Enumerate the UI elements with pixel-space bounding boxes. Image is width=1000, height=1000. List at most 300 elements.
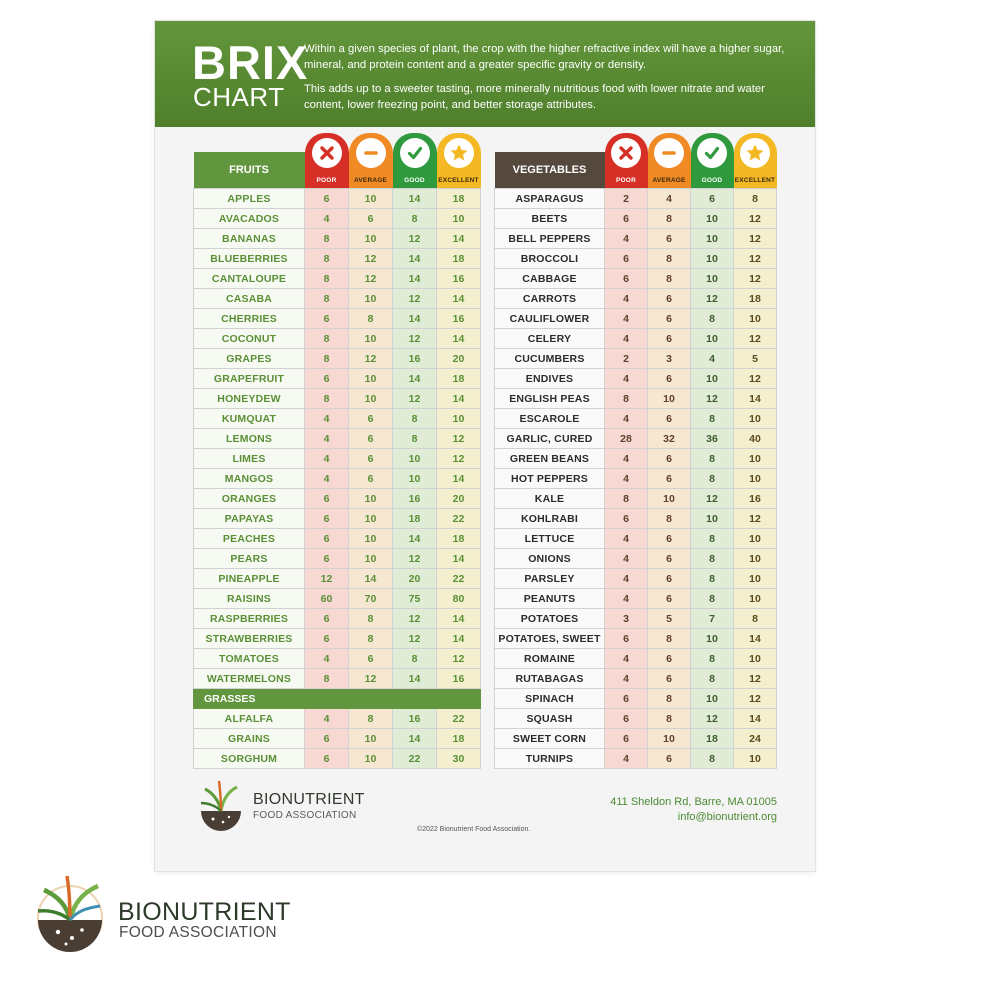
table-row (495, 189, 777, 209)
brix-value-poor: 8 (305, 329, 349, 349)
brix-value-good: 14 (393, 529, 437, 549)
brix-value-poor: 6 (605, 269, 648, 289)
check-icon (697, 138, 727, 168)
table-row (194, 229, 481, 249)
brix-value-poor: 6 (605, 629, 648, 649)
table-row (194, 749, 481, 769)
crop-name: AVACADOS (194, 209, 305, 229)
brix-value-average: 10 (349, 289, 393, 309)
brix-value-excellent: 12 (734, 269, 777, 289)
brix-value-excellent: 80 (437, 589, 481, 609)
brix-value-average: 14 (349, 569, 393, 589)
brix-value-average: 8 (648, 249, 691, 269)
brix-value-average: 6 (349, 209, 393, 229)
table-row (194, 369, 481, 389)
brix-value-average: 10 (349, 229, 393, 249)
brix-value-poor: 4 (605, 329, 648, 349)
table-row (495, 709, 777, 729)
brix-value-poor: 4 (605, 749, 648, 769)
brix-value-poor: 4 (305, 429, 349, 449)
level-badge-average (648, 133, 691, 188)
crop-name: ORANGES (194, 489, 305, 509)
brix-value-poor: 6 (305, 509, 349, 529)
grasses-heading: GRASSES (194, 689, 481, 709)
x-icon (611, 138, 641, 168)
table-row (495, 289, 777, 309)
crop-name: ALFALFA (194, 709, 305, 729)
brix-value-average: 6 (648, 289, 691, 309)
brix-value-good: 14 (393, 309, 437, 329)
brix-value-good: 12 (393, 289, 437, 309)
brix-value-poor: 8 (305, 289, 349, 309)
brix-value-good: 10 (691, 269, 734, 289)
brix-value-excellent: 12 (734, 509, 777, 529)
brix-value-average: 6 (648, 529, 691, 549)
brix-value-excellent: 12 (734, 669, 777, 689)
crop-name: POTATOES (495, 609, 605, 629)
table-row (495, 269, 777, 289)
brix-value-poor: 8 (305, 249, 349, 269)
brix-value-good: 14 (393, 669, 437, 689)
table-row (495, 689, 777, 709)
brix-value-average: 8 (349, 609, 393, 629)
brix-value-excellent: 10 (734, 469, 777, 489)
brix-value-average: 6 (648, 469, 691, 489)
table-row (495, 589, 777, 609)
crop-name: RASPBERRIES (194, 609, 305, 629)
brix-value-excellent: 10 (734, 569, 777, 589)
brix-value-poor: 6 (305, 729, 349, 749)
brix-value-average: 12 (349, 269, 393, 289)
brix-value-excellent: 10 (734, 549, 777, 569)
brix-value-average: 10 (349, 749, 393, 769)
brix-value-average: 6 (349, 429, 393, 449)
brix-value-average: 6 (648, 369, 691, 389)
brix-value-poor: 6 (305, 629, 349, 649)
brix-value-poor: 4 (305, 449, 349, 469)
brix-value-good: 16 (393, 489, 437, 509)
brix-value-average: 8 (349, 309, 393, 329)
table-row (194, 449, 481, 469)
brix-value-good: 8 (393, 649, 437, 669)
brix-value-good: 22 (393, 749, 437, 769)
table-row (495, 229, 777, 249)
brand-sub: FOOD ASSOCIATION (119, 924, 277, 941)
brix-value-good: 12 (393, 609, 437, 629)
brix-value-good: 10 (691, 229, 734, 249)
brix-value-excellent: 22 (437, 509, 481, 529)
brix-value-excellent: 10 (437, 209, 481, 229)
table-row (194, 649, 481, 669)
crop-name: ROMAINE (495, 649, 605, 669)
brix-value-poor: 4 (605, 309, 648, 329)
table-row (194, 709, 481, 729)
brix-value-excellent: 14 (437, 549, 481, 569)
brix-value-poor: 6 (605, 249, 648, 269)
brix-value-average: 12 (349, 349, 393, 369)
fruits-rows (194, 189, 481, 769)
table-row (194, 429, 481, 449)
brix-value-average: 8 (648, 629, 691, 649)
level-label: POOR (616, 177, 636, 184)
brix-value-good: 8 (393, 429, 437, 449)
brix-value-good: 14 (393, 249, 437, 269)
brix-value-excellent: 12 (437, 449, 481, 469)
brix-value-excellent: 18 (437, 729, 481, 749)
brix-value-good: 10 (691, 509, 734, 529)
crop-name: PEACHES (194, 529, 305, 549)
crop-name: SPINACH (495, 689, 605, 709)
brix-value-good: 14 (393, 189, 437, 209)
brix-value-average: 10 (349, 369, 393, 389)
table-row (194, 509, 481, 529)
crop-name: ONIONS (495, 549, 605, 569)
brix-value-excellent: 20 (437, 489, 481, 509)
footer-logo-sub: FOOD ASSOCIATION (253, 810, 357, 821)
crop-name: BLUEBERRIES (194, 249, 305, 269)
table-row (194, 529, 481, 549)
brix-value-excellent: 12 (734, 229, 777, 249)
brix-value-good: 8 (691, 589, 734, 609)
brix-value-poor: 8 (605, 489, 648, 509)
crop-name: ASPARAGUS (495, 189, 605, 209)
level-header-average (349, 133, 393, 189)
vegetables-table (494, 133, 777, 769)
brix-value-excellent: 30 (437, 749, 481, 769)
brix-value-excellent: 5 (734, 349, 777, 369)
star-icon (740, 138, 770, 168)
crop-name: CANTALOUPE (194, 269, 305, 289)
table-row (495, 369, 777, 389)
brix-value-excellent: 12 (734, 329, 777, 349)
address-text: 411 Sheldon Rd, Barre, MA 01005 (610, 796, 777, 808)
table-row (194, 249, 481, 269)
brix-value-excellent: 22 (437, 709, 481, 729)
level-header-good (393, 133, 437, 189)
brix-value-excellent: 10 (734, 449, 777, 469)
brix-value-good: 12 (393, 549, 437, 569)
crop-name: BEETS (495, 209, 605, 229)
brix-value-good: 12 (393, 629, 437, 649)
crop-name: HONEYDEW (194, 389, 305, 409)
brix-value-poor: 6 (305, 749, 349, 769)
brix-value-average: 8 (648, 209, 691, 229)
intro-paragraph-2: This adds up to a sweeter tasting, more minerally nutritious food with lower nitrate and water content, lower freezing point, and better storage attributes. (304, 83, 765, 111)
table-row (495, 609, 777, 629)
crop-name: GARLIC, CURED (495, 429, 605, 449)
crop-name: COCONUT (194, 329, 305, 349)
crop-name: APPLES (194, 189, 305, 209)
brix-value-poor: 4 (305, 409, 349, 429)
brix-value-average: 6 (648, 669, 691, 689)
brix-value-good: 8 (691, 309, 734, 329)
brix-value-average: 12 (349, 669, 393, 689)
table-row (194, 349, 481, 369)
brix-value-poor: 8 (305, 389, 349, 409)
copyright-text: ©2022 Bionutrient Food Association. (417, 826, 531, 833)
sprout-brand-icon (30, 870, 110, 960)
brix-value-excellent: 24 (734, 729, 777, 749)
crop-name: POTATOES, SWEET (495, 629, 605, 649)
brix-value-poor: 6 (305, 489, 349, 509)
table-row (495, 429, 777, 449)
brix-value-poor: 4 (305, 209, 349, 229)
brix-value-good: 8 (691, 549, 734, 569)
table-row (194, 189, 481, 209)
brix-value-average: 6 (648, 309, 691, 329)
brix-value-good: 8 (691, 749, 734, 769)
brix-value-average: 4 (648, 189, 691, 209)
table-row (194, 569, 481, 589)
brix-value-good: 12 (691, 289, 734, 309)
brix-value-excellent: 14 (734, 629, 777, 649)
brix-value-good: 8 (691, 569, 734, 589)
table-row (495, 729, 777, 749)
crop-name: CUCUMBERS (495, 349, 605, 369)
brix-value-average: 6 (349, 409, 393, 429)
minus-icon (654, 138, 684, 168)
table-row (495, 249, 777, 269)
check-icon (400, 138, 430, 168)
title-brix: BRIX (192, 36, 309, 89)
brix-value-excellent: 8 (734, 189, 777, 209)
brix-value-excellent: 18 (734, 289, 777, 309)
brix-value-excellent: 18 (437, 529, 481, 549)
crop-name: PINEAPPLE (194, 569, 305, 589)
vegetables-rows (495, 189, 777, 769)
brix-value-excellent: 14 (437, 289, 481, 309)
brix-value-average: 6 (349, 649, 393, 669)
level-label: GOOD (404, 177, 425, 184)
crop-name: ENDIVES (495, 369, 605, 389)
brix-value-excellent: 10 (734, 649, 777, 669)
crop-name: SWEET CORN (495, 729, 605, 749)
brix-value-poor: 4 (605, 529, 648, 549)
table-row (495, 329, 777, 349)
table-row (194, 669, 481, 689)
table-row (194, 549, 481, 569)
crop-name: CASABA (194, 289, 305, 309)
level-header-poor (305, 133, 349, 189)
brix-value-poor: 8 (305, 269, 349, 289)
crop-name: GRAINS (194, 729, 305, 749)
crop-name: CARROTS (495, 289, 605, 309)
table-row (194, 409, 481, 429)
table-row (194, 309, 481, 329)
brix-value-good: 12 (393, 329, 437, 349)
crop-name: BANANAS (194, 229, 305, 249)
level-badge-poor (605, 133, 648, 188)
brix-value-good: 10 (691, 689, 734, 709)
contact-info (610, 795, 777, 825)
level-header-excellent (734, 133, 777, 189)
brix-value-good: 10 (691, 369, 734, 389)
brix-value-good: 10 (691, 629, 734, 649)
crop-name: LETTUCE (495, 529, 605, 549)
brix-value-excellent: 12 (734, 209, 777, 229)
brix-value-poor: 28 (605, 429, 648, 449)
brix-value-good: 14 (393, 729, 437, 749)
brix-value-excellent: 12 (437, 429, 481, 449)
star-icon (444, 138, 474, 168)
brix-value-good: 8 (393, 209, 437, 229)
brix-value-good: 8 (691, 449, 734, 469)
level-header-good (691, 133, 734, 189)
brix-value-poor: 2 (605, 349, 648, 369)
brix-value-average: 6 (648, 409, 691, 429)
brix-value-average: 8 (648, 689, 691, 709)
brix-value-excellent: 10 (734, 409, 777, 429)
brix-value-good: 10 (393, 449, 437, 469)
brix-value-excellent: 16 (734, 489, 777, 509)
level-label: AVERAGE (353, 177, 388, 184)
table-row (495, 489, 777, 509)
brix-value-good: 18 (691, 729, 734, 749)
crop-name: SORGHUM (194, 749, 305, 769)
crop-name: ENGLISH PEAS (495, 389, 605, 409)
brix-value-excellent: 10 (734, 309, 777, 329)
brix-value-average: 6 (648, 229, 691, 249)
brix-value-average: 8 (648, 269, 691, 289)
brix-value-average: 6 (648, 649, 691, 669)
brix-value-poor: 4 (605, 669, 648, 689)
brix-value-good: 14 (393, 369, 437, 389)
brix-value-poor: 3 (605, 609, 648, 629)
brix-value-average: 10 (648, 389, 691, 409)
crop-name: MANGOS (194, 469, 305, 489)
brix-value-poor: 4 (605, 569, 648, 589)
brix-value-excellent: 16 (437, 269, 481, 289)
brix-value-excellent: 20 (437, 349, 481, 369)
table-row (495, 409, 777, 429)
brix-value-average: 12 (349, 249, 393, 269)
brix-value-good: 8 (691, 669, 734, 689)
crop-name: PEANUTS (495, 589, 605, 609)
brix-value-excellent: 14 (437, 629, 481, 649)
brix-value-average: 70 (349, 589, 393, 609)
brix-value-excellent: 22 (437, 569, 481, 589)
brix-value-poor: 4 (605, 289, 648, 309)
brix-value-excellent: 14 (734, 389, 777, 409)
table-row (495, 349, 777, 369)
level-badge-average (349, 133, 393, 188)
brix-value-excellent: 10 (734, 749, 777, 769)
brix-value-excellent: 18 (437, 189, 481, 209)
brix-value-good: 12 (393, 229, 437, 249)
table-row (194, 269, 481, 289)
brix-value-good: 10 (691, 249, 734, 269)
brix-value-average: 6 (648, 549, 691, 569)
table-row (194, 209, 481, 229)
intro-paragraph-1: Within a given species of plant, the crop with the higher refractive index will have a higher sugar, mineral, and protein content and a greater specific gravity or density. (304, 43, 785, 71)
brix-value-average: 8 (648, 509, 691, 529)
brix-value-poor: 6 (305, 609, 349, 629)
brand-name: BIONUTRIENT (118, 898, 291, 926)
brix-value-poor: 4 (605, 549, 648, 569)
title-chart: CHART (193, 82, 285, 112)
brix-value-poor: 8 (305, 669, 349, 689)
brix-value-average: 6 (648, 569, 691, 589)
level-badge-good (393, 133, 437, 188)
table-row (495, 309, 777, 329)
crop-name: KALE (495, 489, 605, 509)
footer-logo (195, 777, 365, 837)
brix-value-poor: 4 (605, 589, 648, 609)
brix-value-good: 7 (691, 609, 734, 629)
table-row (495, 629, 777, 649)
footer-logo-name: BIONUTRIENT (253, 791, 365, 808)
brix-value-poor: 6 (305, 309, 349, 329)
brix-value-excellent: 16 (437, 669, 481, 689)
brix-value-poor: 6 (305, 369, 349, 389)
crop-name: GRAPEFRUIT (194, 369, 305, 389)
brix-value-excellent: 14 (437, 469, 481, 489)
crop-name: CHERRIES (194, 309, 305, 329)
brix-value-average: 6 (648, 749, 691, 769)
table-row (495, 669, 777, 689)
brix-value-poor: 2 (605, 189, 648, 209)
crop-name: RUTABAGAS (495, 669, 605, 689)
brix-value-poor: 6 (305, 529, 349, 549)
brix-value-poor: 12 (305, 569, 349, 589)
brix-value-excellent: 10 (734, 529, 777, 549)
brix-value-excellent: 10 (734, 589, 777, 609)
table-row (495, 649, 777, 669)
brix-value-average: 10 (349, 729, 393, 749)
brix-value-average: 6 (648, 329, 691, 349)
brix-value-good: 16 (393, 349, 437, 369)
brix-value-average: 8 (349, 709, 393, 729)
brix-value-poor: 4 (605, 469, 648, 489)
brix-value-excellent: 8 (734, 609, 777, 629)
sprout-logo-icon (195, 777, 247, 833)
brix-value-poor: 4 (305, 469, 349, 489)
level-badge-poor (305, 133, 349, 188)
minus-icon (356, 138, 386, 168)
header-banner (155, 21, 815, 127)
brix-value-good: 10 (393, 469, 437, 489)
crop-name: HOT PEPPERS (495, 469, 605, 489)
brix-value-excellent: 18 (437, 369, 481, 389)
crop-name: PARSLEY (495, 569, 605, 589)
fruits-heading-cell (194, 133, 305, 189)
brix-value-average: 10 (648, 729, 691, 749)
brix-value-good: 8 (691, 649, 734, 669)
brix-value-excellent: 14 (437, 609, 481, 629)
email-link[interactable]: info@bionutrient.org (677, 811, 777, 823)
level-label: GOOD (701, 177, 723, 184)
crop-name: LIMES (194, 449, 305, 469)
brix-value-good: 12 (691, 489, 734, 509)
brix-value-excellent: 12 (734, 249, 777, 269)
level-badge-excellent (734, 133, 777, 188)
brix-value-average: 8 (648, 709, 691, 729)
brix-value-good: 16 (393, 709, 437, 729)
x-icon (312, 138, 342, 168)
table-row (495, 549, 777, 569)
crop-name: STRAWBERRIES (194, 629, 305, 649)
level-header-average (648, 133, 691, 189)
brix-value-poor: 6 (605, 209, 648, 229)
brix-value-excellent: 14 (734, 709, 777, 729)
crop-name: RAISINS (194, 589, 305, 609)
brix-value-good: 14 (393, 269, 437, 289)
brix-value-excellent: 12 (734, 689, 777, 709)
table-row (194, 629, 481, 649)
crop-name: TURNIPS (495, 749, 605, 769)
brix-value-poor: 6 (305, 189, 349, 209)
brix-value-average: 10 (349, 189, 393, 209)
